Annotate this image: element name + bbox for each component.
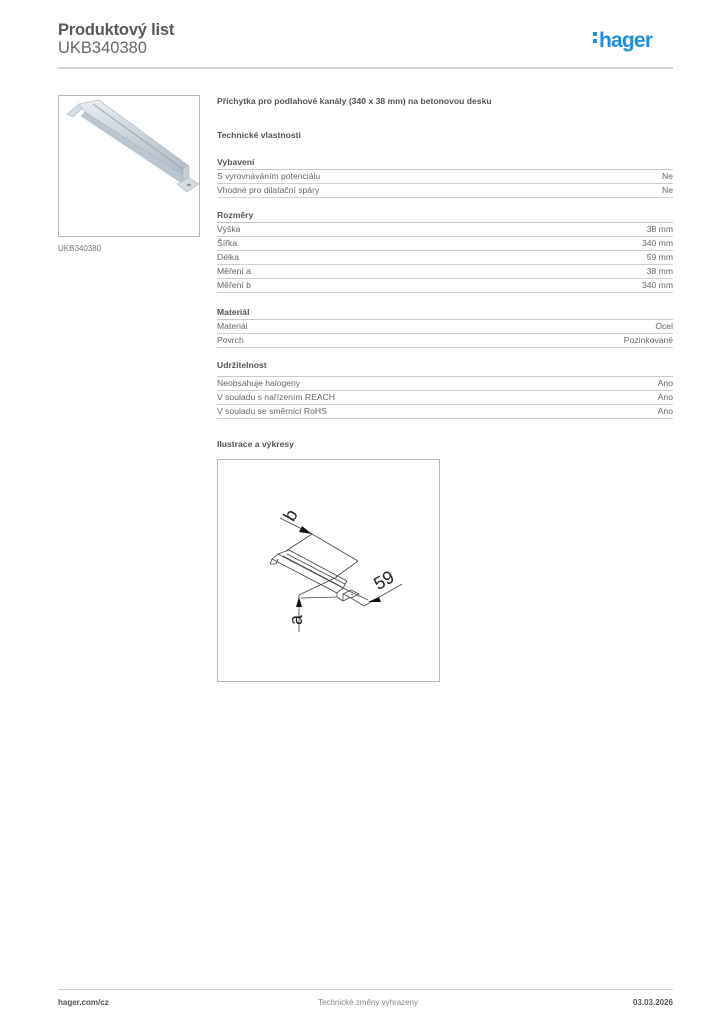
technical-drawing (217, 459, 440, 682)
table-row (217, 170, 673, 184)
footer-date: 03.03.2026 (632, 998, 673, 1007)
technical-properties-heading: Technické vlastnosti (217, 130, 301, 140)
label-length: 59 (370, 566, 398, 595)
bracket-photo-icon (59, 96, 201, 238)
row-value: 59 mm (646, 252, 673, 262)
table-row (217, 265, 673, 279)
hager-logo (593, 29, 652, 53)
table-row (217, 391, 673, 405)
row-label: Povrch (217, 335, 244, 345)
illustrations-heading: Ilustrace a výkresy (217, 439, 294, 449)
row-value: Ano (657, 378, 673, 388)
dimension-drawing-icon (218, 460, 441, 683)
row-label: S vyrovnáváním potenciálu (217, 171, 321, 181)
row-label: Měření a (217, 266, 251, 276)
row-value: Ne (662, 185, 673, 195)
section-title: Vybavení (217, 156, 673, 170)
section-equipment (217, 156, 673, 198)
product-photo (58, 95, 200, 237)
row-value: Ano (657, 406, 673, 416)
table-row (217, 279, 673, 293)
section-title: Materiál (217, 306, 673, 320)
row-label: Délka (217, 252, 239, 262)
table-row (217, 405, 673, 419)
table-row (217, 237, 673, 251)
table-row (217, 334, 673, 348)
row-label: Měření b (217, 280, 251, 290)
page-title: Produktový list (58, 21, 175, 39)
table-row (217, 320, 673, 334)
product-description: Příchytka pro podlahové kanály (340 x 38 mm) na betonovou desku (217, 96, 492, 106)
row-value: 340 mm (641, 280, 673, 290)
footer-notice: Technické změny vyhrazeny (318, 998, 419, 1007)
row-value: 340 mm (641, 238, 673, 248)
section-sustainability (217, 359, 673, 419)
row-label: Vhodné pro dilatační spáry (217, 185, 320, 195)
product-image-caption: UKB340380 (58, 244, 102, 253)
row-value: 38 mm (646, 224, 673, 234)
table-row (217, 223, 673, 237)
row-value: Ano (657, 392, 673, 402)
row-value: Ne (662, 171, 673, 181)
table-row (217, 377, 673, 391)
section-dimensions (217, 209, 673, 293)
section-title: Udržitelnost (217, 359, 673, 377)
logo-colon-icon (593, 29, 598, 46)
label-b: b (279, 505, 302, 525)
row-value: 38 mm (646, 266, 673, 276)
footer-divider (58, 989, 673, 990)
section-material (217, 306, 673, 348)
table-row (217, 251, 673, 265)
row-value: Ocel (655, 321, 673, 331)
footer-website-link[interactable]: hager.com/cz (58, 998, 109, 1007)
table-row (217, 184, 673, 198)
row-label: V souladu se směrnicí RoHS (217, 406, 327, 416)
label-a: a (286, 614, 306, 625)
product-code: UKB340380 (58, 39, 147, 57)
logo-text: hager (599, 29, 653, 52)
section-title: Rozměry (217, 209, 673, 223)
row-value: Pozinkované (623, 335, 673, 345)
header-divider (58, 67, 673, 69)
row-label: Materiál (217, 321, 248, 331)
row-label: Výška (217, 224, 241, 234)
row-label: V souladu s nařízením REACH (217, 392, 335, 402)
row-label: Šířka (217, 238, 238, 248)
row-label: Neobsahuje halogeny (217, 378, 301, 388)
